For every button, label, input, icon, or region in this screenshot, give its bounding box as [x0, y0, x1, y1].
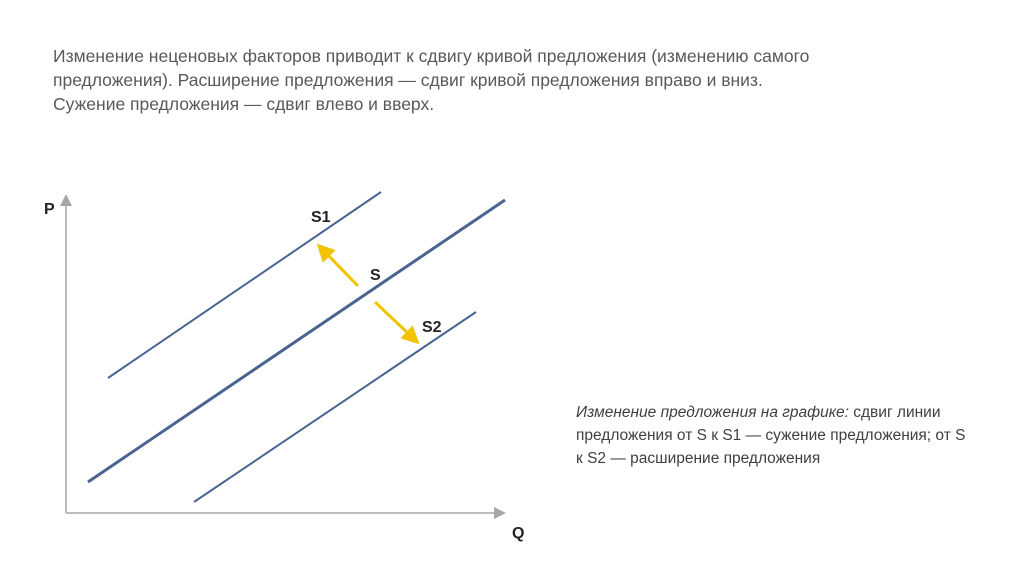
supply-curve-s2: [194, 312, 476, 502]
intro-line-1: Изменение неценовых факторов приводит к сдвигу кривой предложения (изменению самого: [53, 46, 810, 66]
label-s: S: [370, 267, 381, 284]
label-s1: S1: [311, 209, 331, 226]
caption-body: сдвиг линии предложения от S к S1 — сужение предложения; от S к S2 — расширение предложения: [576, 404, 966, 467]
intro-line-3: Сужение предложения — сдвиг влево и вверх.: [53, 94, 435, 114]
caption: [576, 401, 976, 470]
supply-curve-s1: [108, 192, 381, 378]
label-s2: S2: [422, 319, 442, 336]
y-axis-label: P: [44, 201, 55, 218]
intro-line-2: предложения). Расширение предложения — сдвиг кривой предложения вправо и вниз.: [53, 70, 763, 90]
caption-lead: Изменение предложения на графике:: [576, 404, 849, 421]
x-axis-label: Q: [512, 525, 525, 542]
supply-curve-s: [88, 200, 505, 482]
shift-arrow-up-left: [323, 250, 358, 286]
shift-arrow-down-right: [375, 302, 413, 338]
